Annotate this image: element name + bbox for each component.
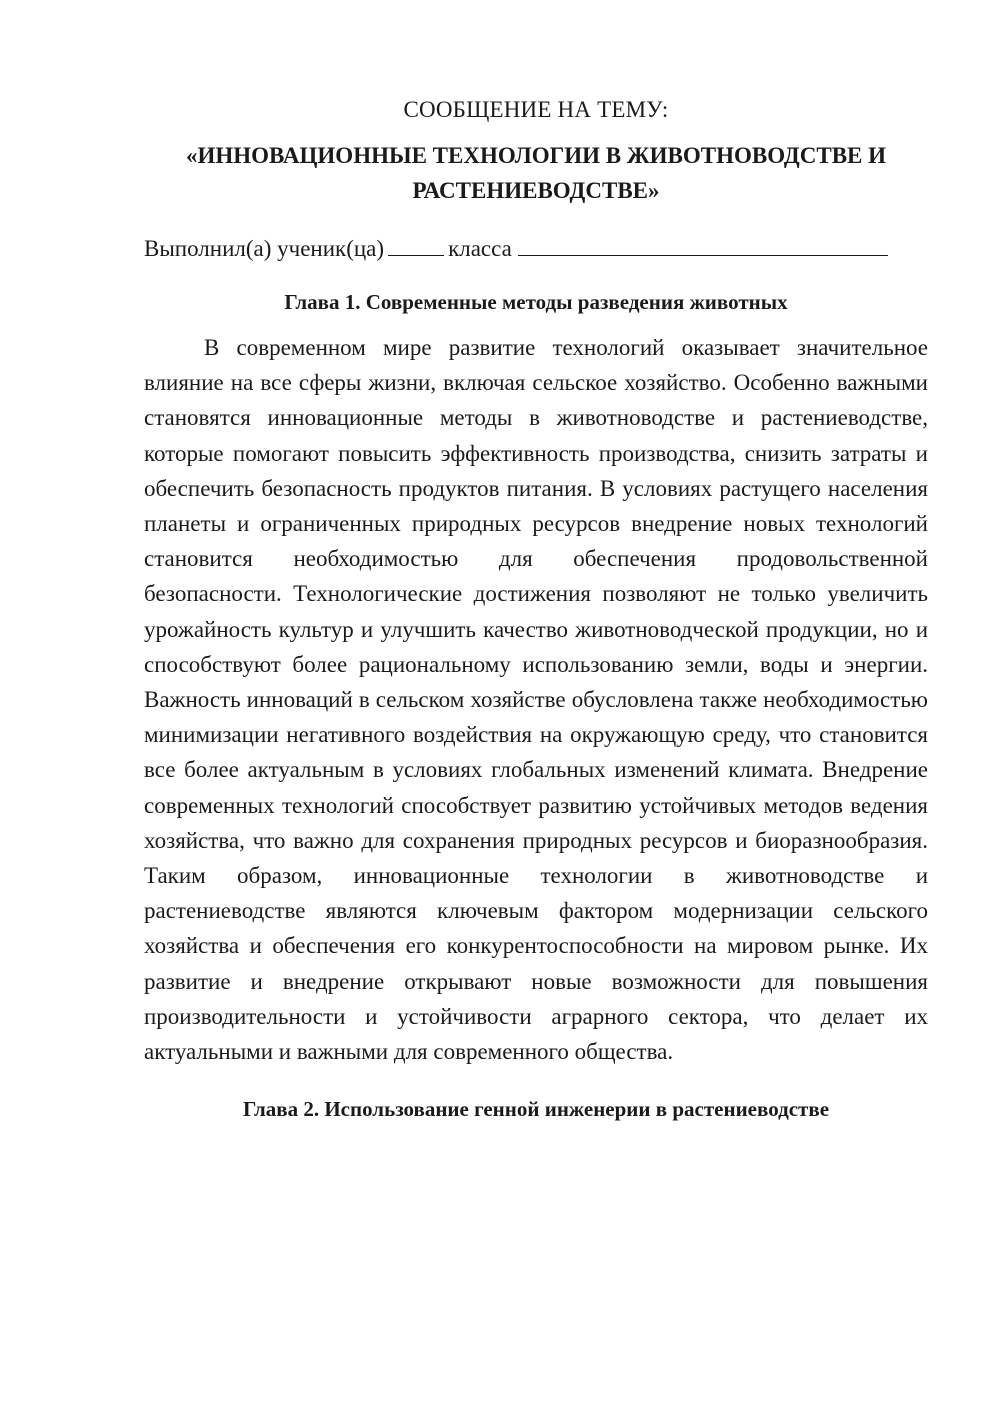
document-type-label: СООБЩЕНИЕ НА ТЕМУ: bbox=[403, 97, 669, 122]
chapter-1-heading: Глава 1. Современные методы разведения животных bbox=[284, 290, 788, 314]
chapter-2-heading: Глава 2. Использование генной инженерии в растениеводстве bbox=[242, 1097, 830, 1122]
class-label: класса bbox=[448, 236, 512, 261]
author-prefix: Выполнил(а) ученик(ца) bbox=[144, 236, 385, 261]
student-name-blank[interactable] bbox=[518, 233, 888, 256]
class-number-blank[interactable] bbox=[388, 233, 444, 256]
author-line bbox=[144, 232, 928, 266]
document-body bbox=[144, 92, 928, 1125]
chapter-1-paragraph: В современном мире развитие технологий оказывает значительное влияние на все сферы жизни, включая сельское хозяйство. Особенно важными становятся инновационные методы в животноводстве и растениеводстве, которые помогают повысить эффективность производства, снизить затраты и обеспечить безопасность продуктов питания. В условиях растущего населения планеты и ограниченных природных ресурсов внедрение новых технологий становится необходимостью для обеспечения продовольственной безопасности. Технологические достижения позволяют не только увеличить урожайность культур и улучшить качество животноводческой продукции, но и способствуют более рациональному использованию земли, воды и энергии. Важность инноваций в сельском хозяйстве обусловлена также необходимостью минимизации негативного воздействия на окружающую среду, что становится все более актуальным в условиях глобальных изменений климата. Внедрение современных технологий способствует развитию устойчивых методов ведения хозяйства, что важно для сохранения природных ресурсов и биоразнообразия. Таким образом, инновационные технологии в животноводстве и растениеводстве являются ключевым фактором модернизации сельского хозяйства и обеспечения его конкурентоспособности на мировом рынке. Их развитие и внедрение открывают новые возможности для повышения производительности и устойчивости аграрного сектора, что делает их актуальными и важными для современного общества. bbox=[144, 335, 928, 1065]
document-title: «ИННОВАЦИОННЫЕ ТЕХНОЛОГИИ В ЖИВОТНОВОДСТВЕ И РАСТЕНИЕВОДСТВЕ» bbox=[185, 143, 887, 203]
